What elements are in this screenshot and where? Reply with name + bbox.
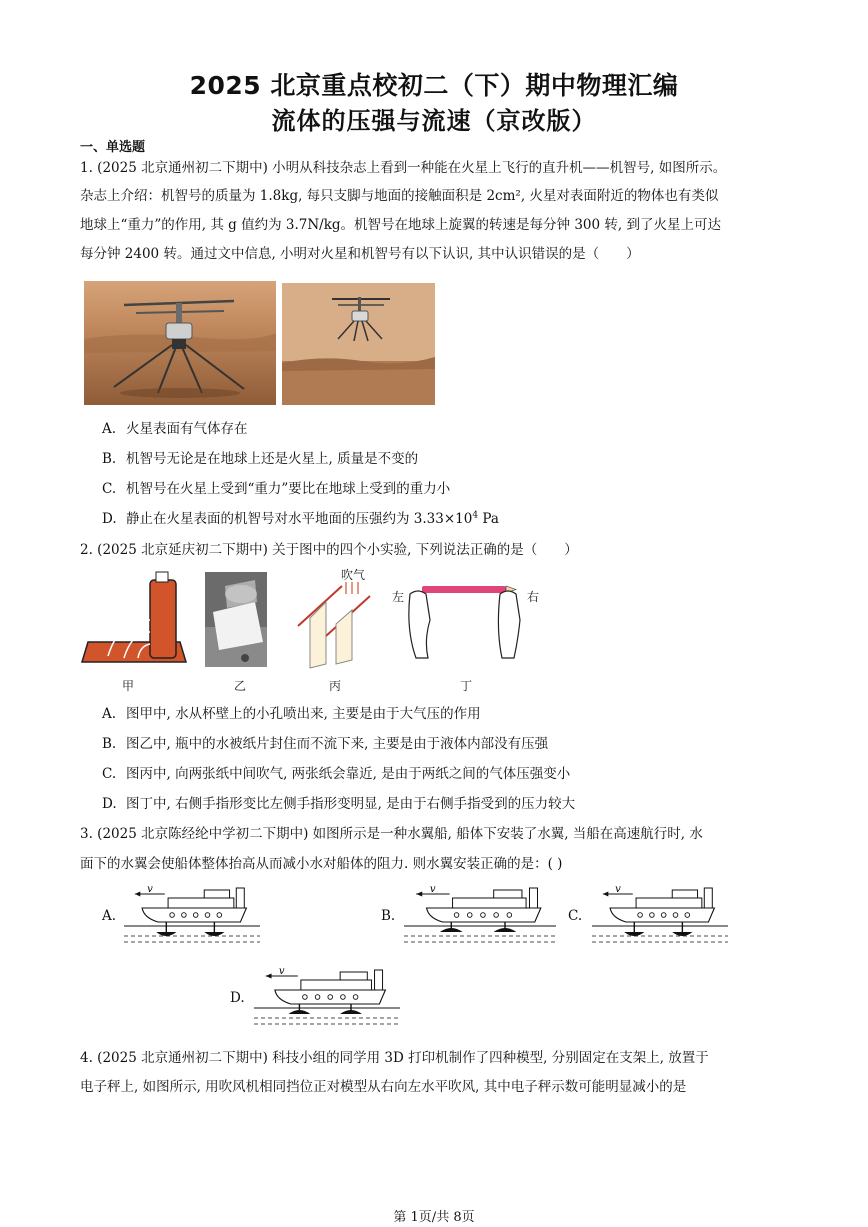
hydrofoil-boat-d	[254, 966, 400, 1030]
q4-line-2: 电子秤上, 如图所示, 用吹风机相同挡位正对模型从右向左水平吹风, 其中电子秤示数可能明显减小的是	[80, 1079, 687, 1095]
q2-option-a: A. 图甲中, 水从杯壁上的小孔喷出来, 主要是由于大气压的作用	[102, 706, 481, 722]
q1-line-3: 地球上“重力”的作用, 其 g 值约为 3.7N/kg。机智号在地球上旋翼的转速是每分钟 300 转, 到了火星上可达	[80, 217, 721, 233]
svg-text:v: v	[147, 884, 153, 895]
q3-line-1: 3. (2025 北京陈经纶中学初二下期中) 如图所示是一种水翼船, 船体下安装了水翼, 当船在高速航行时, 水	[80, 826, 703, 842]
caption-ding: 丁	[460, 679, 473, 693]
q3-option-b-label: B.	[381, 908, 396, 924]
left-label: 左	[392, 590, 405, 604]
svg-text:v: v	[615, 884, 621, 895]
q2-option-c: C. 图丙中, 向两张纸中间吹气, 两张纸会靠近, 是由于两纸之间的气体压强变小	[102, 766, 571, 782]
hydrofoil-boat-a	[124, 884, 260, 948]
q1-option-d: D. 静止在火星表面的机智号对水平地面的压强约为 $3.33\times 10^4$ Pa	[102, 510, 499, 527]
figure-ding-pencil	[404, 580, 524, 662]
figure-jia-bottle	[80, 570, 190, 670]
caption-yi: 乙	[234, 679, 247, 693]
q3-option-c-label: C.	[568, 908, 583, 924]
q2-line-1: 2. (2025 北京延庆初二下期中) 关于图中的四个小实验, 下列说法正确的是（ ）	[80, 542, 578, 558]
hydrofoil-boat-c	[592, 884, 728, 948]
q3-line-2: 面下的水翼会使船体整体抬高从而减小水对船体的阻力. 则水翼安装正确的是：( )	[80, 856, 563, 872]
right-label: 右	[527, 590, 540, 604]
q4-line-1: 4. (2025 北京通州初二下期中) 科技小组的同学用 3D 打印机制作了四种模型, 分别固定在支架上, 放置于	[80, 1050, 709, 1066]
section-heading: 一、单选题	[80, 140, 146, 155]
q2-option-d: D. 图丁中, 右侧手指形变比左侧手指形变明显, 是由于右侧手指受到的压力较大	[102, 796, 576, 812]
figure-bing-paper	[296, 580, 376, 670]
caption-jia: 甲	[122, 679, 135, 693]
q1-line-1: 1. (2025 北京通州初二下期中) 小明从科技杂志上看到一种能在火星上飞行的直升机——机智号, 如图所示。	[80, 160, 727, 176]
svg-text:v: v	[429, 884, 436, 895]
q2-option-b: B. 图乙中, 瓶中的水被纸片封住而不流下来, 主要是由于液体内部没有压强	[102, 736, 549, 752]
document-title: 2025 北京重点校初二（下）期中物理汇编	[189, 71, 679, 100]
caption-bing: 丙	[329, 679, 342, 693]
document-subtitle: 流体的压强与流速（京改版）	[271, 107, 597, 135]
page-footer: 第 1页/共 8页	[393, 1210, 475, 1225]
svg-text:v: v	[278, 966, 285, 977]
hydrofoil-boat-b	[404, 884, 556, 948]
q1-option-c: C. 机智号在火星上受到“重力”要比在地球上受到的重力小	[102, 481, 451, 497]
q1-option-a: A. 火星表面有气体存在	[102, 421, 248, 437]
q1-line-4: 每分钟 2400 转。通过文中信息, 小明对火星和机智号有以下认识, 其中认识错误的是（ ）	[80, 246, 640, 262]
q1-option-b: B. 机智号无论是在地球上还是火星上, 质量是不变的	[102, 451, 419, 467]
blow-label: 吹气	[341, 568, 366, 582]
q3-option-a-label: A.	[102, 908, 117, 924]
q3-option-d-label: D.	[230, 990, 245, 1006]
helicopter-photo-2	[282, 283, 435, 405]
helicopter-photo-1	[84, 281, 276, 405]
figure-yi-cup-photo	[205, 572, 267, 667]
q1-line-2: 杂志上介绍：机智号的质量为 1.8kg, 每只支脚与地面的接触面积是 2cm², 火星对表面附近的物体也有类似	[80, 188, 719, 204]
